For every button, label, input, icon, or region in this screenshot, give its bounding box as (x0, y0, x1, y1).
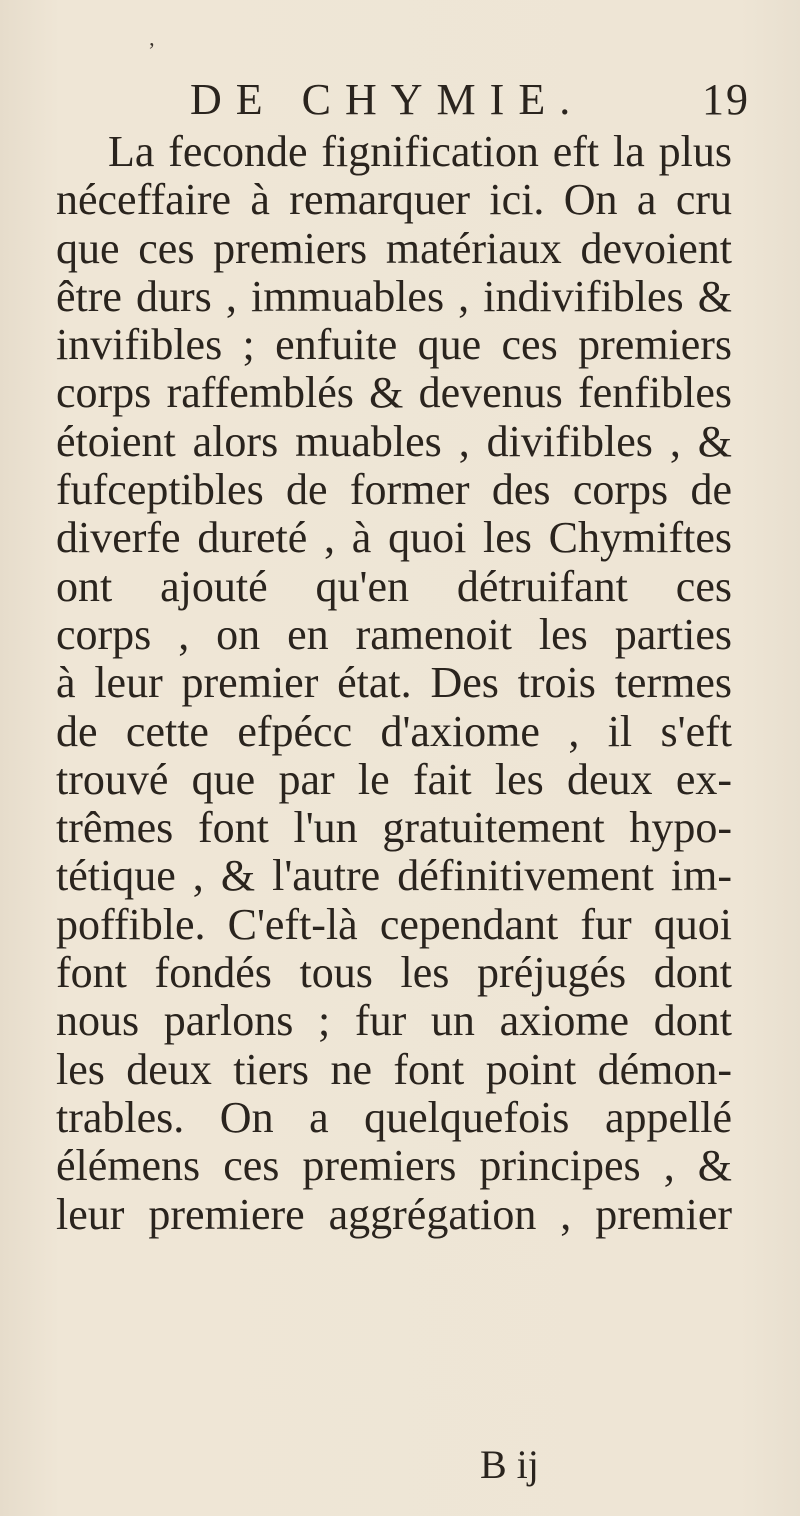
text-line: corps raffemblés & devenus fenfibles (56, 368, 732, 418)
text-line: ont ajouté qu'en détruifant ces (56, 561, 732, 611)
text-line: élémens ces premiers principes , & (56, 1141, 732, 1191)
body-text (56, 128, 732, 1239)
text-line: leur premiere aggrégation , premier (56, 1189, 732, 1239)
running-title: DE CHYMIE. (190, 75, 585, 124)
signature-mark: B ij (480, 1442, 539, 1487)
text-line: invifibles ; enfuite que ces premiers (56, 320, 732, 370)
text-line: être durs , immuables , indivifibles & (56, 271, 732, 321)
running-header (190, 70, 750, 130)
text-line: nous parlons ; fur un axiome dont (56, 996, 732, 1046)
text-line: de cette efpécc d'axiome , il s'eft (56, 706, 732, 756)
text-line: La feconde fignification eft la plus (108, 127, 732, 176)
text-line: poffible. C'eft-là cependant fur quoi (56, 899, 732, 949)
text-line: que ces premiers matériaux devoient (56, 223, 732, 273)
text-line: tétique , & l'autre définitivement im- (56, 851, 732, 901)
text-line: font fondés tous les préjugés dont (56, 948, 732, 998)
text-line: trables. On a quelquefois appellé (56, 1092, 732, 1142)
text-line: diverfe dureté , à quoi les Chymiftes (56, 513, 732, 563)
text-line: trouvé que par le fait les deux ex- (56, 754, 732, 804)
text-line: trêmes font l'un gratuitement hypo- (56, 803, 732, 853)
text-line: les deux tiers ne font point démon- (56, 1044, 732, 1094)
ink-mark: ʼ (148, 38, 156, 63)
text-line: à leur premier état. Des trois termes (56, 658, 732, 708)
text-line: fufceptibles de former des corps de (56, 465, 732, 515)
text-line: corps , on en ramenoit les parties (56, 609, 732, 659)
text-line: néceffaire à remarquer ici. On a cru (56, 175, 732, 225)
text-line: étoient alors muables , divifibles , & (56, 416, 732, 466)
page-number: 19 (702, 75, 750, 124)
